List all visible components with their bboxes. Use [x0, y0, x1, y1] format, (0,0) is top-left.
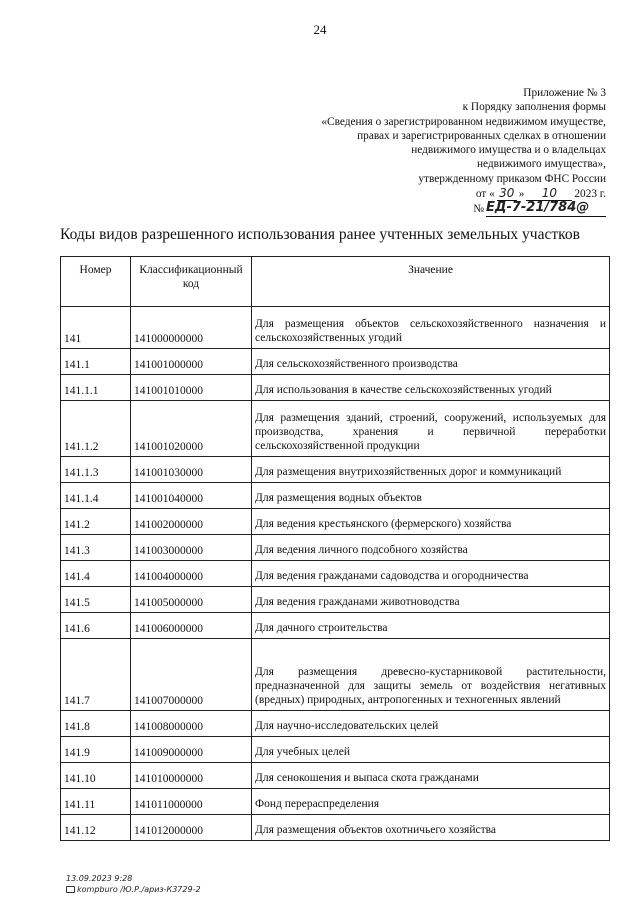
row-value: Для размещения водных объектов [252, 483, 610, 509]
appendix-line-7: утвержденному приказом ФНС России [418, 172, 606, 185]
row-value: Для размещения объектов сельскохозяйственного назначения и сельскохозяйственных угодий [252, 307, 610, 349]
row-value: Для научно-исследовательских целей [252, 711, 610, 737]
row-code: 141004000000 [131, 561, 252, 587]
table-row [61, 711, 610, 737]
row-number: 141.11 [61, 789, 131, 815]
table-row [61, 587, 610, 613]
row-value: Для дачного строительства [252, 613, 610, 639]
row-value: Для ведения крестьянского (фермерского) хозяйства [252, 509, 610, 535]
appendix-title: Приложение № 3 [523, 87, 606, 99]
row-number: 141.8 [61, 711, 131, 737]
footer-printer-line [66, 884, 201, 895]
appendix-header [276, 86, 606, 217]
footer-printer: kompburo /Ю.Р./ариз-К3729-2 [77, 885, 201, 894]
appendix-line-6: недвижимого имущества», [477, 158, 606, 171]
row-code: 141001010000 [131, 375, 252, 401]
row-number: 141.3 [61, 535, 131, 561]
row-code: 141001000000 [131, 349, 252, 375]
row-code: 141001020000 [131, 401, 252, 457]
order-number [276, 201, 606, 216]
table-row [61, 307, 610, 349]
row-code: 141001030000 [131, 457, 252, 483]
handwritten-day: 30 [497, 186, 517, 201]
row-code: 141011000000 [131, 789, 252, 815]
table-row [61, 613, 610, 639]
row-value: Для сенокошения и выпаса скота гражданами [252, 763, 610, 789]
row-value: Для ведения гражданами животноводства [252, 587, 610, 613]
row-number: 141.9 [61, 737, 131, 763]
codes-table [60, 256, 610, 841]
date-prefix: от « [475, 188, 495, 201]
handwritten-month: 10 [526, 186, 572, 201]
row-number: 141.1.1 [61, 375, 131, 401]
row-number: 141.12 [61, 815, 131, 841]
number-prefix: № [473, 203, 484, 216]
header-code: Классификационный код [131, 257, 252, 307]
table-row [61, 639, 610, 711]
table-row [61, 535, 610, 561]
table-row [61, 763, 610, 789]
date-mid: » [518, 188, 525, 201]
row-code: 141005000000 [131, 587, 252, 613]
row-code: 141012000000 [131, 815, 252, 841]
table-row [61, 457, 610, 483]
row-value: Для использования в качестве сельскохозяйственных угодий [252, 375, 610, 401]
row-number: 141.6 [61, 613, 131, 639]
table-row [61, 815, 610, 841]
footer-timestamp: 13.09.2023 9:28 [66, 874, 133, 883]
row-value: Для размещения древесно-кустарниковой растительности, предназначенной для защиты земель от воздействия негативных (вредных) природных, антропогенных и техногенных явлений [252, 639, 610, 711]
row-code: 141008000000 [131, 711, 252, 737]
handwritten-order-number: ЕД-7-21/784@ [486, 201, 606, 216]
table-row [61, 483, 610, 509]
row-code: 141010000000 [131, 763, 252, 789]
row-number: 141.4 [61, 561, 131, 587]
print-footer [66, 873, 201, 895]
row-code: 141000000000 [131, 307, 252, 349]
row-code: 141009000000 [131, 737, 252, 763]
row-value: Для ведения гражданами садоводства и огородничества [252, 561, 610, 587]
printer-icon [66, 886, 75, 893]
appendix-line-3: «Сведения о зарегистрированном недвижимом имуществе, [321, 115, 606, 128]
row-value: Фонд перераспределения [252, 789, 610, 815]
row-code: 141001040000 [131, 483, 252, 509]
row-code: 141007000000 [131, 639, 252, 711]
table-row [61, 737, 610, 763]
row-value: Для ведения личного подсобного хозяйства [252, 535, 610, 561]
header-number: Номер [61, 257, 131, 307]
header-value: Значение [252, 257, 610, 307]
table-header-row [61, 257, 610, 307]
table-row [61, 561, 610, 587]
appendix-line-2: к Порядку заполнения формы [462, 101, 606, 114]
row-number: 141.2 [61, 509, 131, 535]
row-number: 141.1.4 [61, 483, 131, 509]
row-value: Для сельскохозяйственного производства [252, 349, 610, 375]
appendix-line-4: правах и зарегистрированных сделках в отношении [357, 129, 606, 142]
row-number: 141.1 [61, 349, 131, 375]
row-code: 141006000000 [131, 613, 252, 639]
document-title: Коды видов разрешенного использования ранее учтенных земельных участков [60, 226, 580, 243]
page-number: 24 [313, 22, 327, 37]
table-row [61, 349, 610, 375]
row-value: Для размещения зданий, строений, сооружений, используемых для производства, хранения и первичной переработки сельскохозяйственной продукции [252, 401, 610, 457]
table-row [61, 789, 610, 815]
row-number: 141.10 [61, 763, 131, 789]
table-row [61, 509, 610, 535]
row-number: 141.1.3 [61, 457, 131, 483]
row-value: Для учебных целей [252, 737, 610, 763]
row-value: Для размещения объектов охотничьего хозяйства [252, 815, 610, 841]
order-date [276, 186, 606, 201]
row-number: 141.7 [61, 639, 131, 711]
row-number: 141.1.2 [61, 401, 131, 457]
row-code: 141003000000 [131, 535, 252, 561]
appendix-line-5: недвижимого имущества и о владельцах [411, 144, 606, 157]
row-number: 141.5 [61, 587, 131, 613]
row-number: 141 [61, 307, 131, 349]
date-year: 2023 г. [574, 188, 606, 201]
table-row [61, 401, 610, 457]
row-code: 141002000000 [131, 509, 252, 535]
table-row [61, 375, 610, 401]
row-value: Для размещения внутрихозяйственных дорог и коммуникаций [252, 457, 610, 483]
